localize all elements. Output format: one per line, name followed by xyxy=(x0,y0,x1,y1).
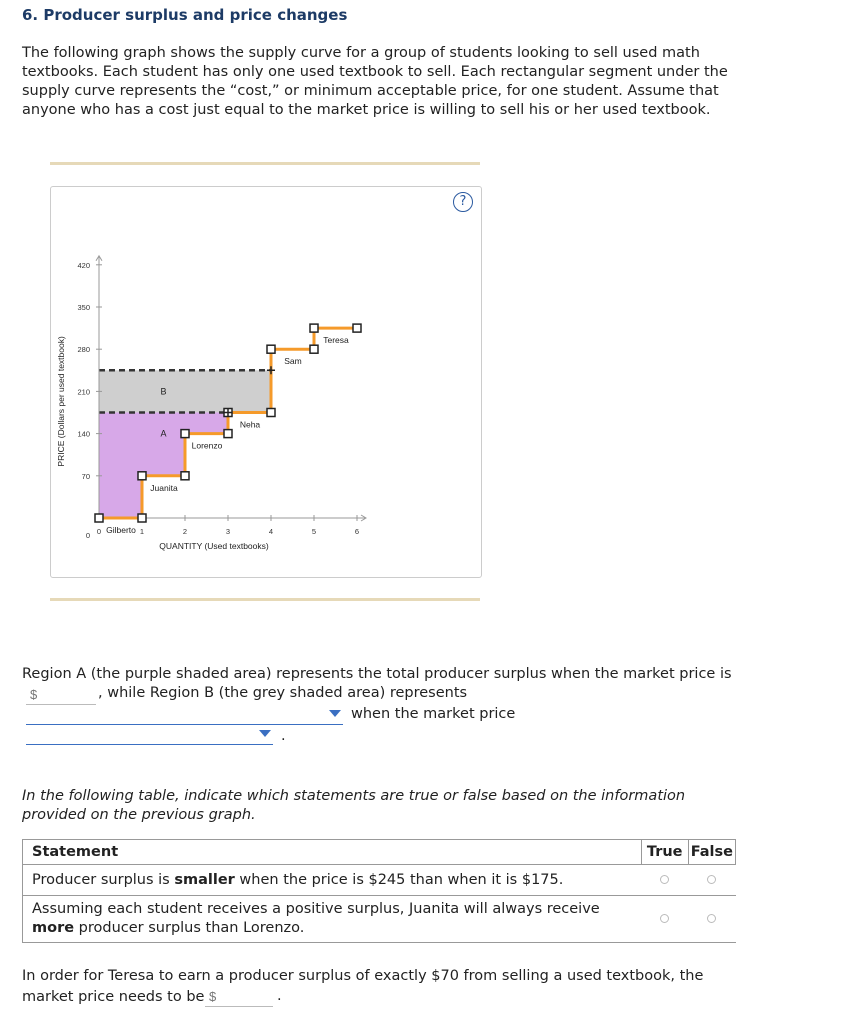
supply-point xyxy=(181,430,189,438)
supply-point xyxy=(181,472,189,480)
seller-label: Lorenzo xyxy=(191,440,223,451)
x-axis-label: QUANTITY (Used textbooks) xyxy=(159,541,269,551)
y-tick-label: 350 xyxy=(77,303,90,312)
bottom-divider xyxy=(50,598,480,601)
y-tick-label: 140 xyxy=(77,429,90,439)
q1-text-part1: Region A (the purple shaded area) represents the total producer surplus when the market price is xyxy=(22,666,732,682)
statement-text: producer surplus than Lorenzo. xyxy=(74,920,305,936)
supply-point xyxy=(267,409,275,417)
supply-point xyxy=(224,430,232,438)
true-false-table xyxy=(22,839,736,943)
question-1 xyxy=(22,664,742,685)
q1-text-part2: , while Region B (the grey shaded area) represents xyxy=(98,685,468,701)
statement-text: when the price is $245 than when it is $175. xyxy=(234,871,564,888)
q3-period: . xyxy=(277,988,282,1004)
intro-text: The following graph shows the supply curve for a group of students looking to sell used math textbooks. Each student has only one used textbook to sell. Each rectangular segment under the supply curve represents the “cost,” or minimum acceptable price, for one student. Assume that anyone who has a cost just equal to the market price is willing to sell his or her used textbook. xyxy=(22,45,728,118)
top-divider xyxy=(50,162,480,165)
seller-label: Sam xyxy=(284,356,302,367)
statement-text: Producer surplus is xyxy=(32,871,175,888)
supply-point xyxy=(138,514,146,522)
false-radio[interactable] xyxy=(707,875,716,884)
true-cell xyxy=(641,896,688,943)
true-radio[interactable] xyxy=(660,875,669,884)
x-tick-label: 0 xyxy=(96,527,102,536)
true-cell xyxy=(641,865,688,896)
false-cell xyxy=(688,865,735,896)
x-tick-label: 5 xyxy=(311,527,317,536)
chevron-down-icon xyxy=(329,710,341,717)
y-tick-label: 280 xyxy=(77,345,90,355)
region-b-dropdown[interactable] xyxy=(26,706,343,725)
supply-point xyxy=(353,324,361,332)
region-b xyxy=(99,370,271,412)
y-axis-label: PRICE (Dollars per used textbook) xyxy=(56,336,66,467)
statement-cell xyxy=(23,865,642,896)
y-tick-label: 420 xyxy=(77,260,90,270)
page-title: 6. Producer surplus and price changes xyxy=(22,6,348,24)
x-tick-label: 3 xyxy=(225,527,231,536)
x-tick-label: 6 xyxy=(354,527,360,536)
table-instructions: In the following table, indicate which statements are true or false based on the information provided on the previous graph. xyxy=(22,788,686,823)
seller-label: Teresa xyxy=(323,335,349,346)
supply-point xyxy=(138,472,146,480)
table-row xyxy=(23,865,736,896)
x-tick-label: 2 xyxy=(182,527,188,536)
true-header: True xyxy=(641,840,688,865)
statement-emphasis: smaller xyxy=(174,871,235,888)
supply-point xyxy=(95,514,103,522)
false-cell xyxy=(688,896,735,943)
seller-label: Neha xyxy=(239,419,261,430)
teresa-price-input[interactable] xyxy=(205,987,273,1007)
statement-emphasis: more xyxy=(32,920,75,936)
false-header: False xyxy=(688,840,735,865)
supply-chart xyxy=(51,187,481,577)
supply-point xyxy=(310,324,318,332)
x-tick-label: 4 xyxy=(268,527,274,536)
q1-text-part3: when the market price xyxy=(351,706,516,722)
y-tick-label: 210 xyxy=(77,387,90,397)
region-label: B xyxy=(160,386,167,397)
help-icon[interactable]: ? xyxy=(453,192,473,212)
true-radio[interactable] xyxy=(660,914,669,923)
statement-cell xyxy=(23,896,642,943)
seller-label: Juanita xyxy=(150,482,178,493)
q1-period: . xyxy=(281,728,286,744)
market-price-dropdown[interactable] xyxy=(26,726,273,745)
price-region-a-input[interactable] xyxy=(26,685,96,705)
graph-panel xyxy=(50,186,482,578)
false-radio[interactable] xyxy=(707,914,716,923)
supply-point xyxy=(310,345,318,353)
statement-header: Statement xyxy=(23,840,642,865)
y-tick-label: 0 xyxy=(85,531,90,540)
table-row xyxy=(23,896,736,943)
q3-text: In order for Teresa to earn a producer surplus of exactly $70 from selling a used textbook, the market price needs to be xyxy=(22,968,704,1005)
seller-label: Gilberto xyxy=(106,525,136,535)
y-tick-label: 70 xyxy=(81,471,90,481)
x-tick-label: 1 xyxy=(139,527,145,536)
statement-text: Assuming each student receives a positive surplus, Juanita will always receive xyxy=(32,901,600,917)
question-3 xyxy=(22,966,742,1008)
supply-point xyxy=(267,345,275,353)
region-label: A xyxy=(160,428,167,439)
chevron-down-icon xyxy=(259,730,271,737)
